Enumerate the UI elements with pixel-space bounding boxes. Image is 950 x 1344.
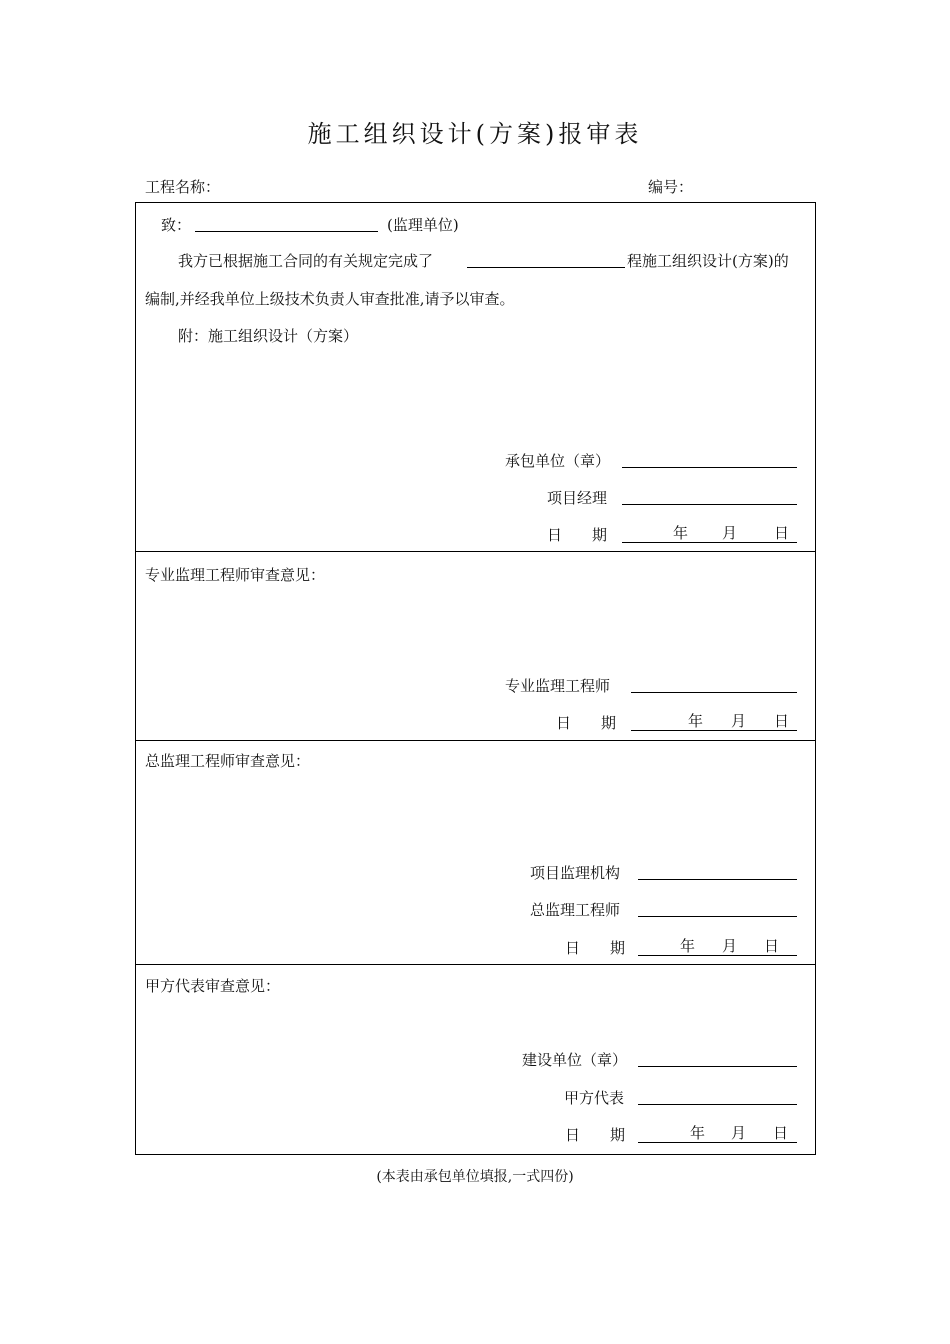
date-field[interactable] xyxy=(638,1122,797,1143)
to-label: 致： xyxy=(161,216,192,234)
form-title: 施工组织设计(方案)报审表 xyxy=(307,120,643,148)
day-label: 日 xyxy=(773,1124,789,1142)
to-suffix: (监理单位) xyxy=(387,216,459,234)
number-label: 编号： xyxy=(648,178,694,196)
date-field[interactable] xyxy=(631,710,797,731)
org-signature-line[interactable] xyxy=(638,879,797,880)
supervision-org-label: 项目监理机构 xyxy=(530,864,621,882)
year-label: 年 xyxy=(673,524,689,542)
date-label: 日 期 xyxy=(556,714,617,732)
row-divider xyxy=(135,551,816,552)
contractor-label: 承包单位（章） xyxy=(505,452,611,470)
engineer-label: 专业监理工程师 xyxy=(505,677,611,695)
pm-signature-line[interactable] xyxy=(622,504,797,505)
month-label: 月 xyxy=(731,1124,747,1142)
project-name-label: 工程名称： xyxy=(145,178,221,196)
year-label: 年 xyxy=(690,1124,706,1142)
row-divider xyxy=(135,964,816,965)
date-label: 日 期 xyxy=(547,526,608,544)
month-label: 月 xyxy=(722,937,738,955)
date-label: 日 期 xyxy=(565,1126,626,1144)
owner-rep-label: 甲方代表 xyxy=(564,1089,625,1107)
owner-signature-line[interactable] xyxy=(638,1066,797,1067)
date-field[interactable] xyxy=(622,522,797,543)
date-label: 日 期 xyxy=(565,939,626,957)
footer-note: (本表由承包单位填报,一式四份) xyxy=(376,1169,574,1185)
month-label: 月 xyxy=(731,712,747,730)
day-label: 日 xyxy=(774,712,790,730)
body-text-part1: 我方已根据施工合同的有关规定完成了 xyxy=(178,252,434,270)
chief-engineer-label: 总监理工程师 xyxy=(530,901,621,919)
engineer-review-heading: 专业监理工程师审查意见： xyxy=(145,566,326,584)
year-label: 年 xyxy=(680,937,696,955)
day-label: 日 xyxy=(764,937,780,955)
day-label: 日 xyxy=(774,524,790,542)
owner-review-heading: 甲方代表审查意见： xyxy=(145,977,281,995)
attachment-text: 附：施工组织设计（方案） xyxy=(178,327,359,345)
contractor-signature-line[interactable] xyxy=(622,467,797,468)
owner-unit-label: 建设单位（章） xyxy=(522,1051,628,1069)
project-blank[interactable] xyxy=(467,267,625,268)
date-field[interactable] xyxy=(638,935,797,956)
body-text-line2: 编制,并经我单位上级技术负责人审查批准,请予以审查。 xyxy=(145,290,515,308)
chief-review-heading: 总监理工程师审查意见： xyxy=(145,752,311,770)
supervision-unit-blank[interactable] xyxy=(195,231,378,232)
body-text-part2: 程施工组织设计(方案)的 xyxy=(627,252,789,270)
chief-signature-line[interactable] xyxy=(638,916,797,917)
year-label: 年 xyxy=(688,712,704,730)
engineer-signature-line[interactable] xyxy=(631,692,797,693)
pm-label: 项目经理 xyxy=(547,489,608,507)
rep-signature-line[interactable] xyxy=(638,1104,797,1105)
row-divider xyxy=(135,740,816,741)
month-label: 月 xyxy=(722,524,738,542)
